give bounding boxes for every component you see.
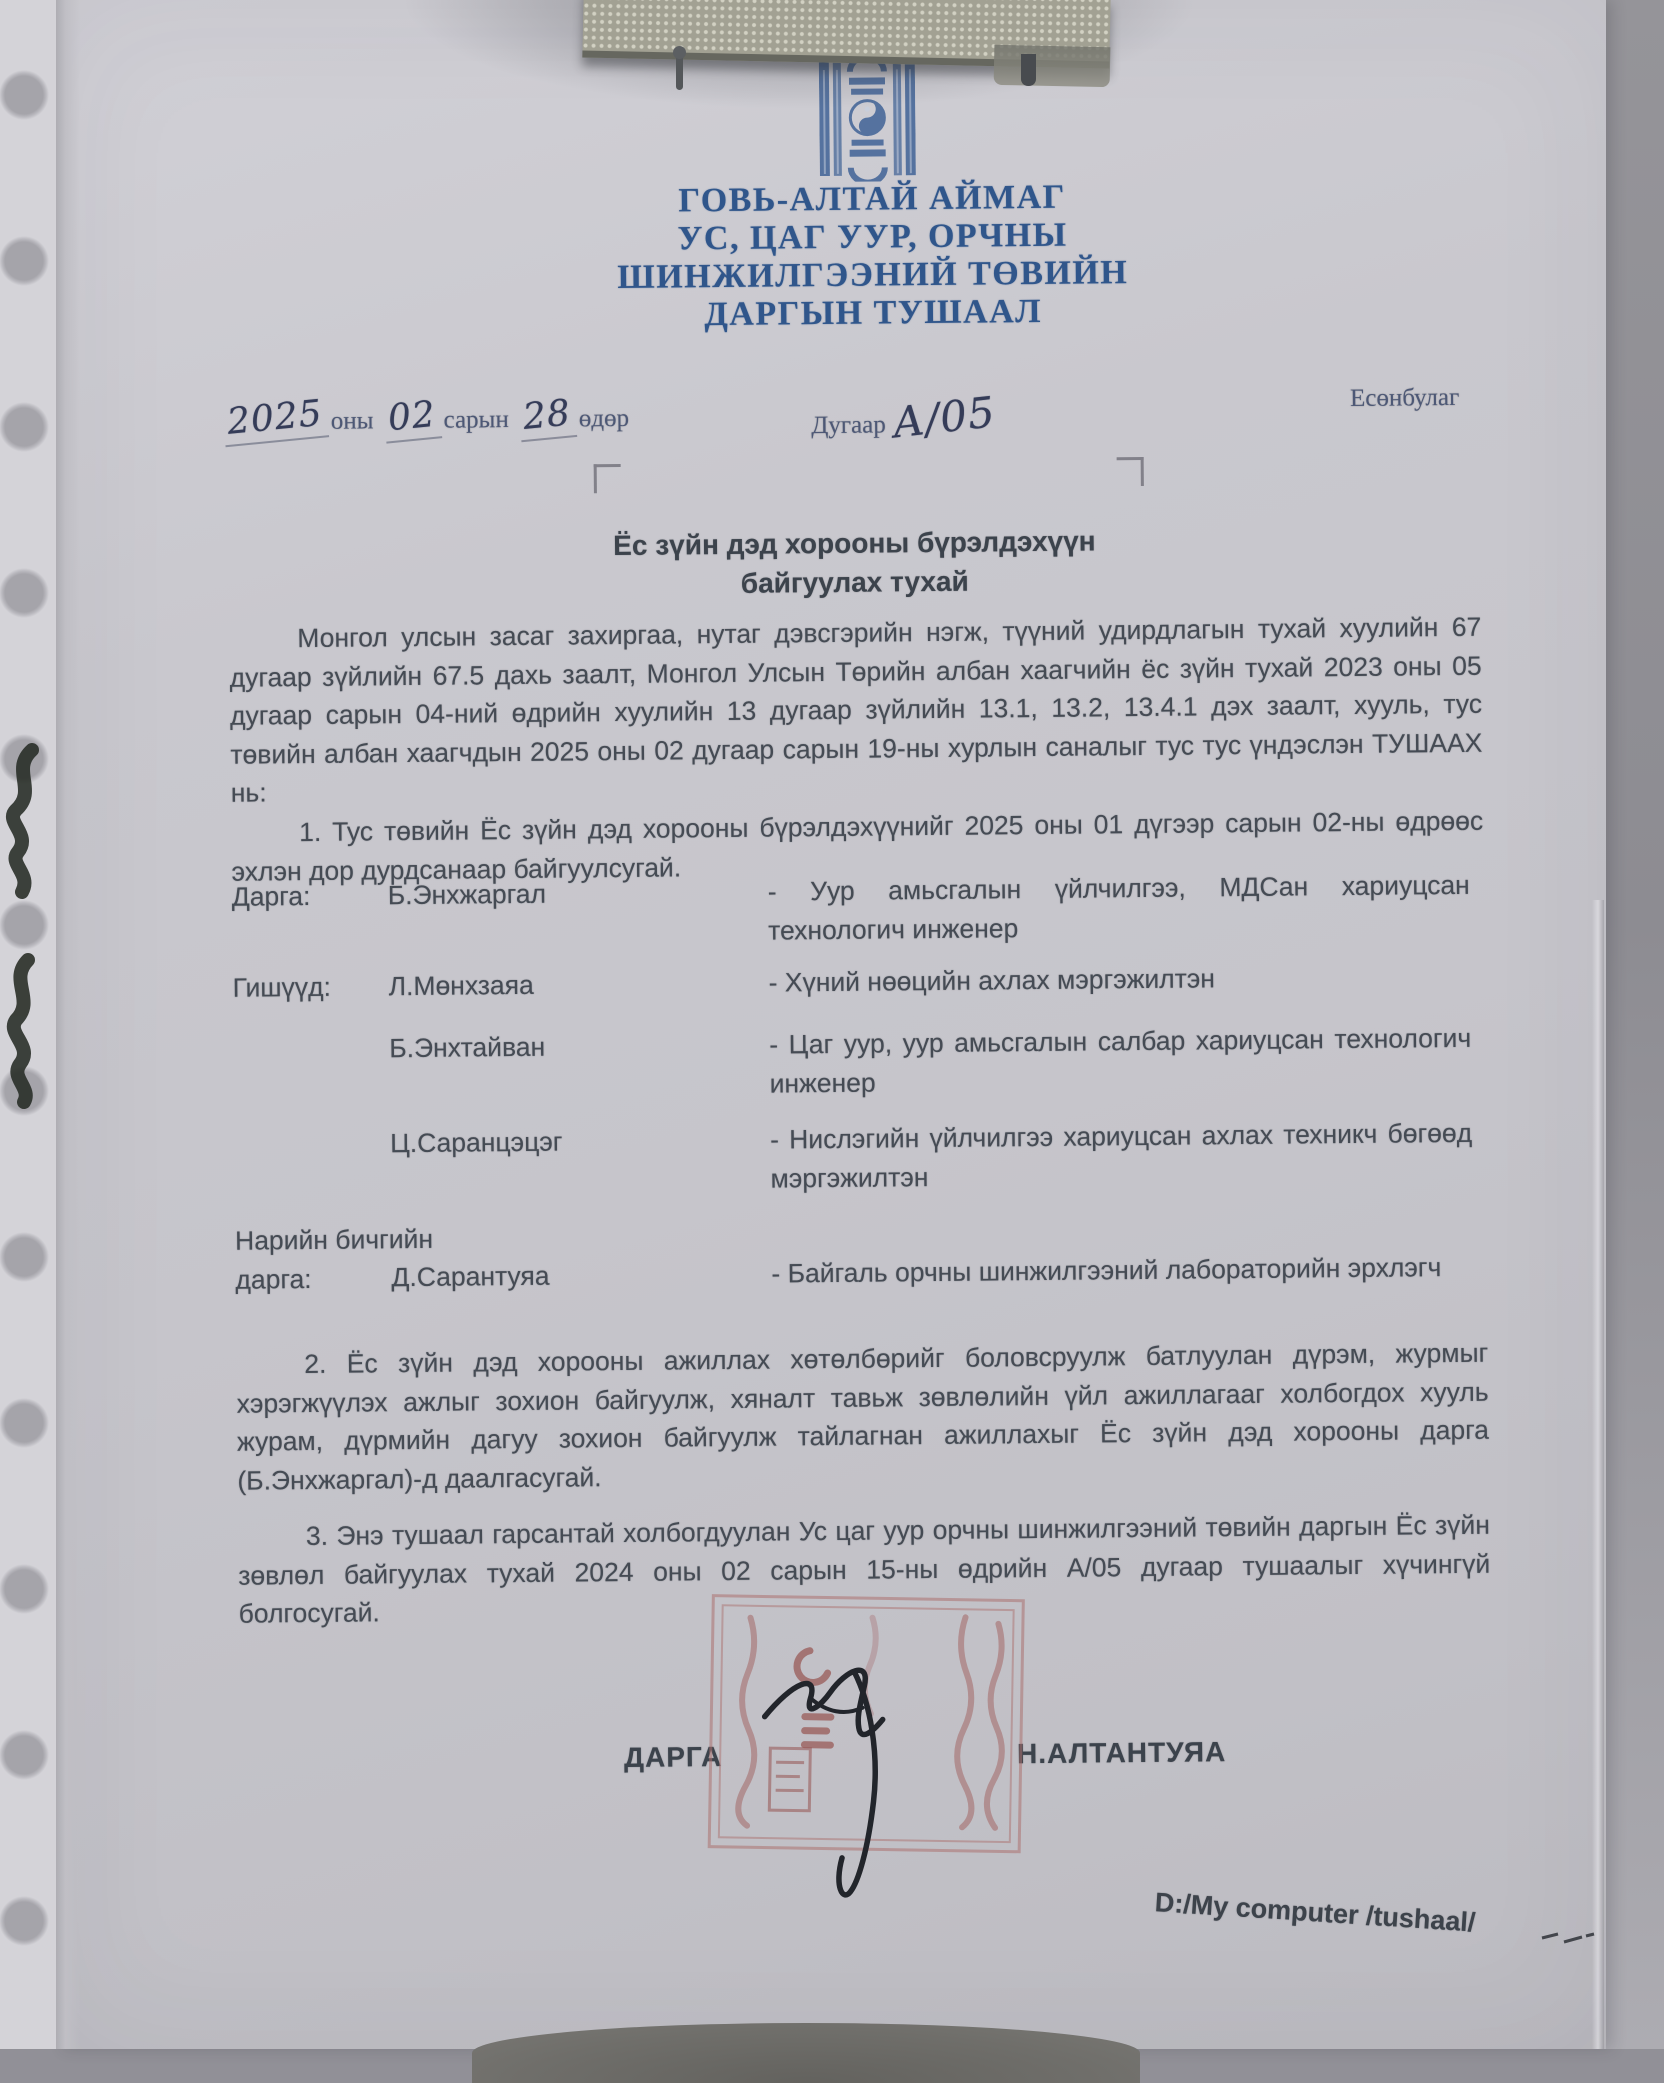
roster-name: Б.Энхтайван xyxy=(389,1031,546,1064)
place-name: Есөнбулаг xyxy=(1349,383,1460,412)
title-line-2: байгуулах тухай xyxy=(740,565,969,599)
roster-role xyxy=(233,1029,390,1107)
clause-2: 2. Ёс зүйн дэд хорооны ажиллах хөтөлбөрийг боловсруулж батлуулан дүрэм, журмыг хэрэгжүүлэх ажлыг зохион байгуулж, хяналт тавьж зөвлөлийн үйл ажиллагааг холбогдох хууль журам, дүрмийн дагуу зохион байгуулж тайлагнан ажиллахыг Ёс зүйн дэд хорооны дарга (Б.Энхжаргал)-д даалгасугай. xyxy=(236,1337,1490,1496)
layout-bracket-right xyxy=(1117,457,1144,486)
roster-role xyxy=(234,1124,391,1202)
roster-description: - Байгаль орчны шинжилгээний лабораторийн эрхлэгч xyxy=(771,1252,1442,1289)
day-label: өдөр xyxy=(578,404,630,433)
title-line-1: Ёс зүйн дэд хорооны бүрэлдэхүүн xyxy=(613,525,1096,562)
roster-row xyxy=(234,1114,1487,1203)
layout-bracket-left xyxy=(594,464,621,493)
handwritten-month: 02 xyxy=(382,393,442,443)
clipboard-bottom-edge xyxy=(472,2023,1140,2083)
roster-name: Д.Сарантуяа xyxy=(391,1260,550,1293)
number-label: Дугаар xyxy=(811,411,886,440)
signer-name: Н.АЛТАНТУЯА xyxy=(1016,1736,1227,1770)
marker-scribble xyxy=(0,720,60,1120)
pen-marks xyxy=(1538,1928,1598,1950)
roster-description: - Нислэгийн үйлчилгээ хариуцсан ахлах техникч бөгөөд мэргэжилтэн xyxy=(770,1117,1473,1194)
clamp-pin-right xyxy=(1021,54,1036,86)
roster-role: Дарга: xyxy=(231,880,311,912)
signer-role: ДАРГА xyxy=(623,1741,723,1774)
roster-row xyxy=(235,1210,1488,1299)
handwritten-day: 28 xyxy=(517,392,577,442)
roster-description: - Уур амьсгалын үйлчилгээ, МДСан хариуцсан технологич инженер xyxy=(767,869,1470,946)
handwritten-year: 2025 xyxy=(221,392,328,447)
handwritten-signature xyxy=(706,1619,969,1911)
clause-1: 1. Тус төвийн Ёс зүйн дэд хорооны бүрэлдэхүүнийг 2025 оны 01 дүгээр сарын 02-ны өдрөөс эхлэн дор дурдсанаар байгуулсугай. xyxy=(231,805,1484,887)
roster-row xyxy=(232,866,1485,955)
org-line: УС, ЦАГ УУР, ОРЧНЫ xyxy=(677,216,1068,258)
roster-name: Л.Мөнхзаяа xyxy=(388,969,534,1002)
order-number xyxy=(811,387,998,448)
roster-description: - Цаг уур, уур амьсгалын салбар хариуцсан технологич инженер xyxy=(769,1022,1472,1099)
roster-role: Нарийн бичгийн дарга: xyxy=(234,1223,434,1295)
intro-paragraph: Монгол улсын засаг захиргаа, нутаг дэвсгэрийн нэгж, түүний удирдлагын тухай хуулийн 67 дугаар зүйлийн 67.5 дахь заалт, Монгол Улсын Төрийн албан хаагчийн ёс зүйн тухай 2023 оны 05 дугаар сарын 04-ний өдрийн хуулийн 13 дугаар зүйлийн 13.1, 13.2, 13.4.1 дэх заалт, хууль, тус төвийн албан хаагчдын 2025 оны 02 дугаар сарын 19-ны хурлын саналыг тус тус үндэслэн ТУШААХ нь: xyxy=(229,611,1483,808)
file-path-footer: D:/My computer /tushaal/ xyxy=(1153,1887,1477,1938)
roster-description: - Хүний нөөцийн ахлах мэргэжилтэн xyxy=(768,963,1216,998)
handwritten-number: А/05 xyxy=(889,387,998,448)
roster-name: Б.Энхжаргал xyxy=(387,878,547,911)
clause-3: 3. Энэ тушаал гарсантай холбогдуулан Ус цаг уур орчны шинжилгээний төвийн даргын Ёс зүйн зөвлөл байгуулах тухай 2024 оны 02 сарын 15-ны өдрийн А/05 дугаар тушаалыг хүчингүй болгосугай. xyxy=(238,1509,1491,1629)
roster-row xyxy=(232,957,1484,1008)
letterhead xyxy=(547,177,1198,335)
clamp-pin-left xyxy=(676,52,683,90)
org-line: ШИНЖИЛГЭЭНИЙ ТӨВИЙН xyxy=(617,254,1129,297)
org-line: ДАРГЫН ТУШААЛ xyxy=(704,292,1043,334)
roster-role: Гишүүд: xyxy=(232,971,332,1003)
roster-row xyxy=(233,1019,1486,1108)
date-number-line xyxy=(219,378,1480,450)
clamp-arm xyxy=(994,45,1111,87)
roster-name: Ц.Саранцэцэг xyxy=(390,1126,563,1159)
month-label: сарын xyxy=(443,406,509,434)
date-fields xyxy=(219,394,629,443)
document-title xyxy=(228,518,1481,608)
year-label: оны xyxy=(330,407,374,435)
org-line: ГОВЬ-АЛТАЙ АЙМАГ xyxy=(678,178,1066,220)
